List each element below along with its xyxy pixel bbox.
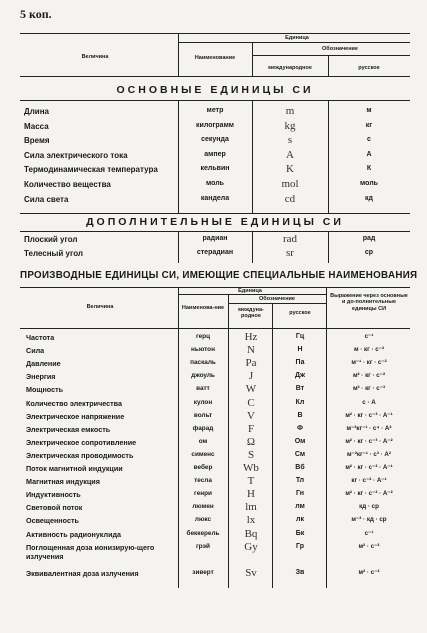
intl-symbol-cell: Hz [244,331,258,343]
russian-symbol-cell: Бк [295,529,305,537]
russian-symbol-cell: м [366,107,372,114]
intl-symbol-cell: kg [284,119,296,132]
section-supplementary-title: ДОПОЛНИТЕЛЬНЫЕ ЕДИНИЦЫ СИ [86,216,344,228]
intl-symbol-cell: lm [245,501,257,514]
intl-symbol-cell: F [247,422,255,435]
table-row [0,192,427,207]
russian-symbol-cell: с [367,136,371,144]
quantity-cell: Масса [24,121,49,131]
header-name: Наименование [194,55,236,61]
quantity-cell: Освещенность [26,516,79,526]
unit-name-cell: люмен [192,503,214,511]
intl-symbol-cell: H [247,488,255,501]
russian-symbol-cell: лм [295,503,305,511]
t2-header-international: междуна-родное [238,307,264,320]
table-row [0,422,427,437]
quantity-cell: Индуктивность [26,490,81,500]
quantity-cell: Телесный угол [24,248,83,258]
table-row [0,503,427,515]
russian-symbol-cell: К [366,165,372,173]
expression-cell: с⁻¹ [364,529,374,537]
unit-name-cell: герц [195,333,211,340]
intl-symbol-cell: cd [284,192,296,205]
table-row [0,359,427,371]
unit-name-cell: фарад [192,424,214,432]
intl-symbol-cell: Pa [245,357,257,370]
unit-name-cell: джоуль [191,372,215,380]
expression-cell: м² · кг · с⁻³ [352,385,386,393]
expression-cell: м² · кг · с⁻² [352,372,386,380]
quantity-cell: Электрическое сопротивление [26,437,137,447]
russian-symbol-cell: рад [362,235,376,242]
expression-cell: м² · с⁻² [358,542,380,550]
russian-symbol-cell: лк [296,516,304,524]
intl-symbol-cell: J [248,370,254,383]
header-international: международное [268,65,312,71]
expression-cell: м⁻²кг⁻¹ · с³ · А² [347,450,391,458]
unit-name-cell: грэй [196,542,210,550]
russian-symbol-cell: Гц [295,333,305,340]
russian-symbol-cell: Дж [295,372,305,380]
intl-symbol-cell: Bq [244,527,258,540]
quantity-cell: Электрическая проводимость [26,450,134,460]
expression-cell: м² · кг · с⁻² · А⁻² [345,490,393,498]
expression-cell: м² · кг · с⁻³ · А⁻¹ [345,411,393,419]
unit-name-cell: моль [206,180,224,187]
quantity-cell: Количество электричества [26,398,122,408]
quantity-cell: Световой поток [26,503,83,513]
russian-symbol-cell: кд [365,194,373,202]
table-row [0,527,427,542]
quantity-cell: Мощность [26,385,64,395]
intl-symbol-cell: T [247,475,255,488]
russian-symbol-cell: Вт [295,385,305,393]
expression-cell: м · кг · с⁻² [353,346,385,354]
unit-name-cell: зиверт [192,568,214,576]
table-row [0,477,427,489]
quantity-cell: Энергия [26,372,56,382]
quantity-cell: Плоский угол [24,235,78,244]
intl-symbol-cell: Sv [245,566,257,579]
russian-symbol-cell: моль [360,180,378,187]
table-row [0,396,427,411]
expression-cell: кд · ср [359,503,379,511]
unit-name-cell: килограмм [196,121,234,129]
table-row [0,346,427,358]
intl-symbol-cell: mol [281,178,299,190]
t2-header-designation: Обозначение [259,296,295,302]
header-quantity: Величина [81,54,109,60]
expression-cell: с · А [362,398,376,406]
russian-symbol-cell: Зв [295,568,305,576]
unit-name-cell: ампер [204,150,226,158]
unit-name-cell: тесла [194,477,212,485]
unit-name-cell: ньютон [191,346,215,354]
unit-name-cell: секунда [201,136,229,144]
unit-name-cell: сименс [191,450,215,458]
table-row [0,333,427,345]
unit-name-cell: вольт [193,411,213,419]
unit-name-cell: люкс [194,516,212,524]
table-row [0,448,427,463]
intl-symbol-cell: Ω [246,435,256,448]
table-row [0,566,427,581]
russian-symbol-cell: В [297,411,303,419]
table-row [0,540,427,563]
russian-symbol-cell: кг [365,121,373,129]
russian-symbol-cell: Кл [295,398,305,406]
unit-name-cell: вебер [193,464,213,471]
table-row [0,119,427,134]
table-row [0,246,427,261]
intl-symbol-cell: K [286,163,294,176]
intl-symbol-cell: m [285,105,295,117]
russian-symbol-cell: А [366,150,372,158]
table-row [0,148,427,163]
table-row [0,136,427,148]
quantity-cell: Длина [24,107,49,116]
russian-symbol-cell: Н [297,346,303,354]
unit-name-cell: кельвин [200,165,230,173]
derived-units-title: ПРОИЗВОДНЫЕ ЕДИНИЦЫ СИ, ИМЕЮЩИЕ СПЕЦИАЛЬНЫЕ НАИМЕНОВАНИЯ [20,270,418,281]
expression-cell: м² · с⁻² [358,568,380,576]
russian-symbol-cell: Ом [294,437,306,445]
table-row [0,165,427,177]
unit-name-cell: метр [206,107,224,114]
intl-symbol-cell: s [287,134,293,147]
russian-symbol-cell: Па [295,359,305,367]
intl-symbol-cell: Gy [244,540,258,553]
russian-symbol-cell: Вб [295,464,305,471]
section-base-title: ОСНОВНЫЕ ЕДИНИЦЫ СИ [116,84,314,96]
table-row [0,235,427,247]
russian-symbol-cell: Гр [296,542,304,550]
expression-cell: кг · с⁻² · А⁻¹ [351,477,387,485]
table-row [0,516,427,528]
unit-name-cell: кандела [200,194,230,202]
quantity-cell: Частота [26,333,55,342]
expression-cell: м² · кг · с⁻² · А⁻¹ [345,464,393,471]
quantity-cell: Магнитная индукция [26,477,100,487]
intl-symbol-cell: sr [286,246,294,259]
table-row [0,409,427,424]
intl-symbol-cell: V [247,409,255,422]
quantity-cell: Электрическое напряжение [26,411,125,421]
table-row [0,385,427,397]
quantity-cell: Эквивалентная доза излучения [26,568,139,578]
t2-header-quantity: Величина [86,304,114,310]
quantity-cell: Время [24,136,50,146]
intl-symbol-cell: A [286,148,294,161]
table-row [0,435,427,450]
unit-name-cell: радиан [202,235,228,242]
intl-symbol-cell: N [247,344,255,357]
price-label: 5 коп. [20,7,52,21]
header-designation: Обозначение [322,46,358,52]
table-row [0,180,427,192]
expression-cell: м⁻² · кд · ср [351,516,387,524]
unit-name-cell: кулон [193,398,213,406]
unit-name-cell: генри [194,490,212,498]
quantity-cell: Количество вещества [24,180,111,189]
expression-cell: м⁻²кг⁻¹ · с⁴ · А² [346,424,392,432]
russian-symbol-cell: Тл [295,477,305,485]
unit-name-cell: беккерель [186,529,220,537]
header-unit: Единица [285,35,309,41]
unit-name-cell: ватт [196,385,210,393]
expression-cell: м⁻¹ · кг · с⁻² [351,359,387,367]
quantity-cell: Сила электрического тока [24,150,128,160]
quantity-cell: Поток магнитной индукции [26,464,123,473]
intl-symbol-cell: Wb [243,462,259,474]
table-row [0,372,427,384]
quantity-cell: Сила света [24,194,69,204]
intl-symbol-cell: C [247,396,255,409]
quantity-cell: Активность радионуклида [26,529,122,539]
t2-header-expression: Выражение через основные и до-полнительные единицы СИ [330,293,408,312]
header-russian: русское [358,65,380,71]
unit-name-cell: стерадиан [196,248,234,256]
quantity-cell: Сила [26,346,45,356]
quantity-cell: Электрическая емкость [26,424,111,434]
russian-symbol-cell: Ф [297,424,303,432]
intl-symbol-cell: rad [282,233,298,245]
t2-header-name: Наименова-ние [181,305,225,311]
quantity-cell: Термодинамическая температура [24,165,158,175]
expression-cell: с⁻¹ [364,333,374,340]
intl-symbol-cell: lx [246,514,256,527]
unit-name-cell: ом [198,437,208,445]
table-row [0,490,427,502]
expression-cell: м² · кг · с⁻³ · А⁻² [345,437,393,445]
unit-name-cell: паскаль [190,359,216,367]
russian-symbol-cell: ср [364,248,374,256]
russian-symbol-cell: Гн [295,490,305,498]
russian-symbol-cell: См [294,450,306,458]
t2-header-russian: русское [289,310,311,316]
t2-header-unit: Единица [238,288,262,294]
intl-symbol-cell: W [245,383,257,396]
quantity-cell: Поглощенная доза ионизирую-щего излучения [26,542,155,562]
quantity-cell: Давление [26,359,61,369]
intl-symbol-cell: S [247,448,255,461]
table-row [0,464,427,476]
table-row [0,107,427,119]
